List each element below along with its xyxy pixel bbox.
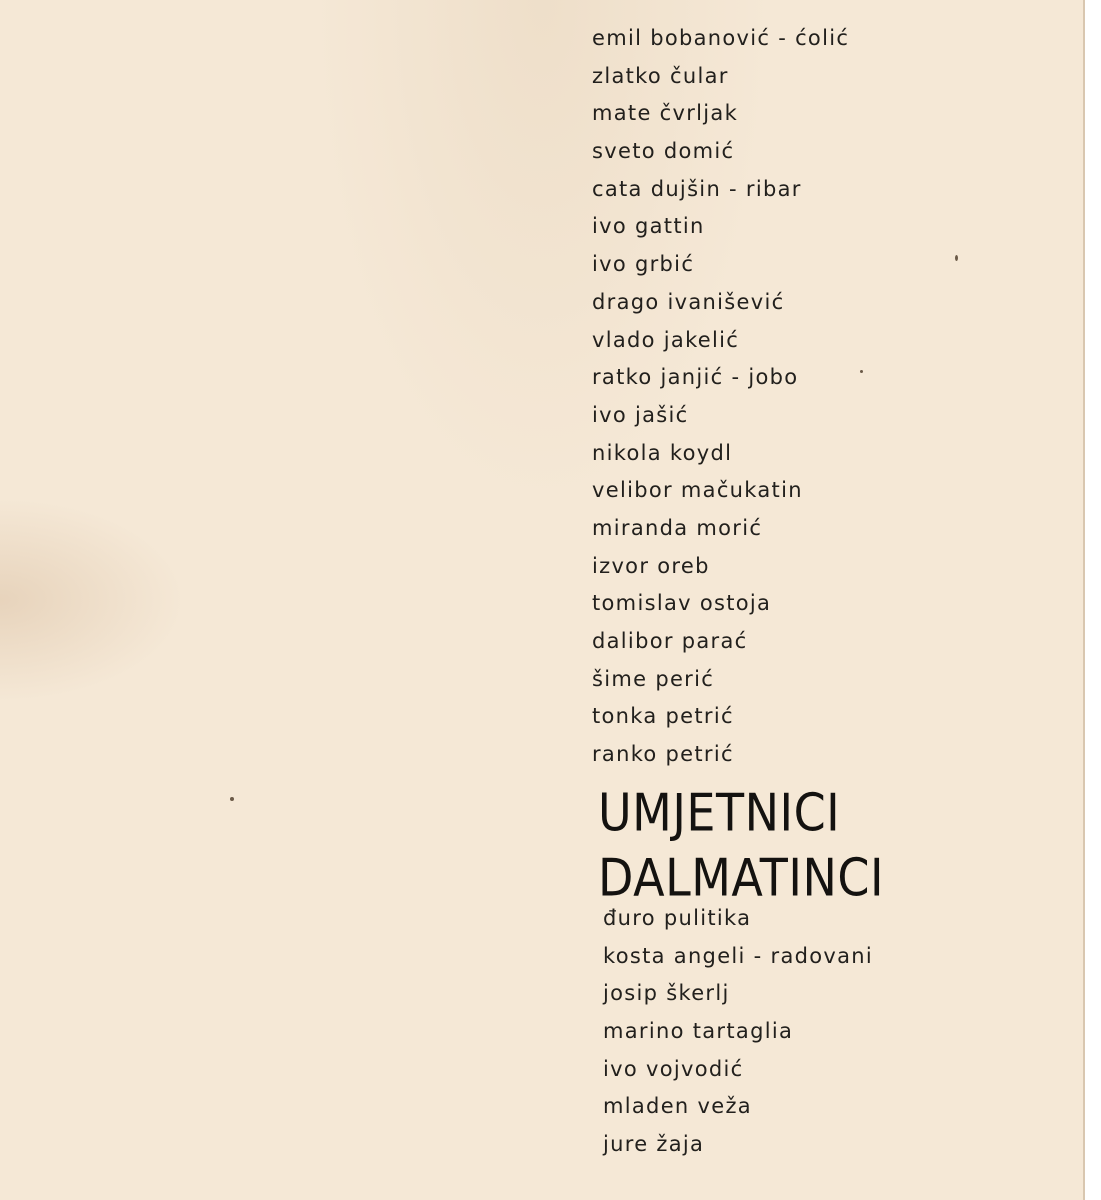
title-line-1: UMJETNICI [598,782,841,843]
artist-name: sveto domić [592,139,735,164]
paper-speck [955,255,958,261]
artist-name: vlado jakelić [592,327,740,352]
artist-name: drago ivanišević [592,289,785,314]
page-edge [1083,0,1101,1200]
artist-name: zlatko čular [592,63,729,88]
artist-name: šime perić [592,666,715,691]
artist-name: nikola koydl [592,440,733,465]
artist-name: mate čvrljak [592,101,739,126]
artist-name: josip škerlj [603,981,730,1006]
artist-name: ratko janjić - jobo [592,365,799,390]
page-title [598,780,884,910]
artist-name: ivo vojvodić [603,1056,744,1081]
artist-name: izvor oreb [592,553,710,578]
artist-name: velibor mačukatin [592,478,803,503]
artist-name: mladen veža [603,1094,752,1119]
artist-name: tonka petrić [592,704,734,729]
artist-name: cata dujšin - ribar [592,176,802,201]
artist-name: jure žaja [603,1132,705,1157]
artist-name: ivo gattin [592,214,705,239]
artist-name: marino tartaglia [603,1019,794,1044]
paper-speck [860,370,863,373]
artist-name: miranda morić [592,515,763,540]
artist-list-bottom [603,902,873,1166]
artist-list-top [592,22,849,776]
artist-name: kosta angeli - radovani [603,943,874,968]
title-line-2: DALMATINCI [598,847,885,908]
artist-name: emil bobanović - ćolić [592,26,850,50]
paper-speck [230,797,234,801]
artist-name: ranko petrić [592,742,734,767]
artist-name: đuro pulitika [603,906,752,930]
artist-name: dalibor parać [592,629,748,653]
artist-name: ivo jašić [592,402,689,427]
artist-name: ivo grbić [592,252,695,277]
artist-name: tomislav ostoja [592,591,772,616]
